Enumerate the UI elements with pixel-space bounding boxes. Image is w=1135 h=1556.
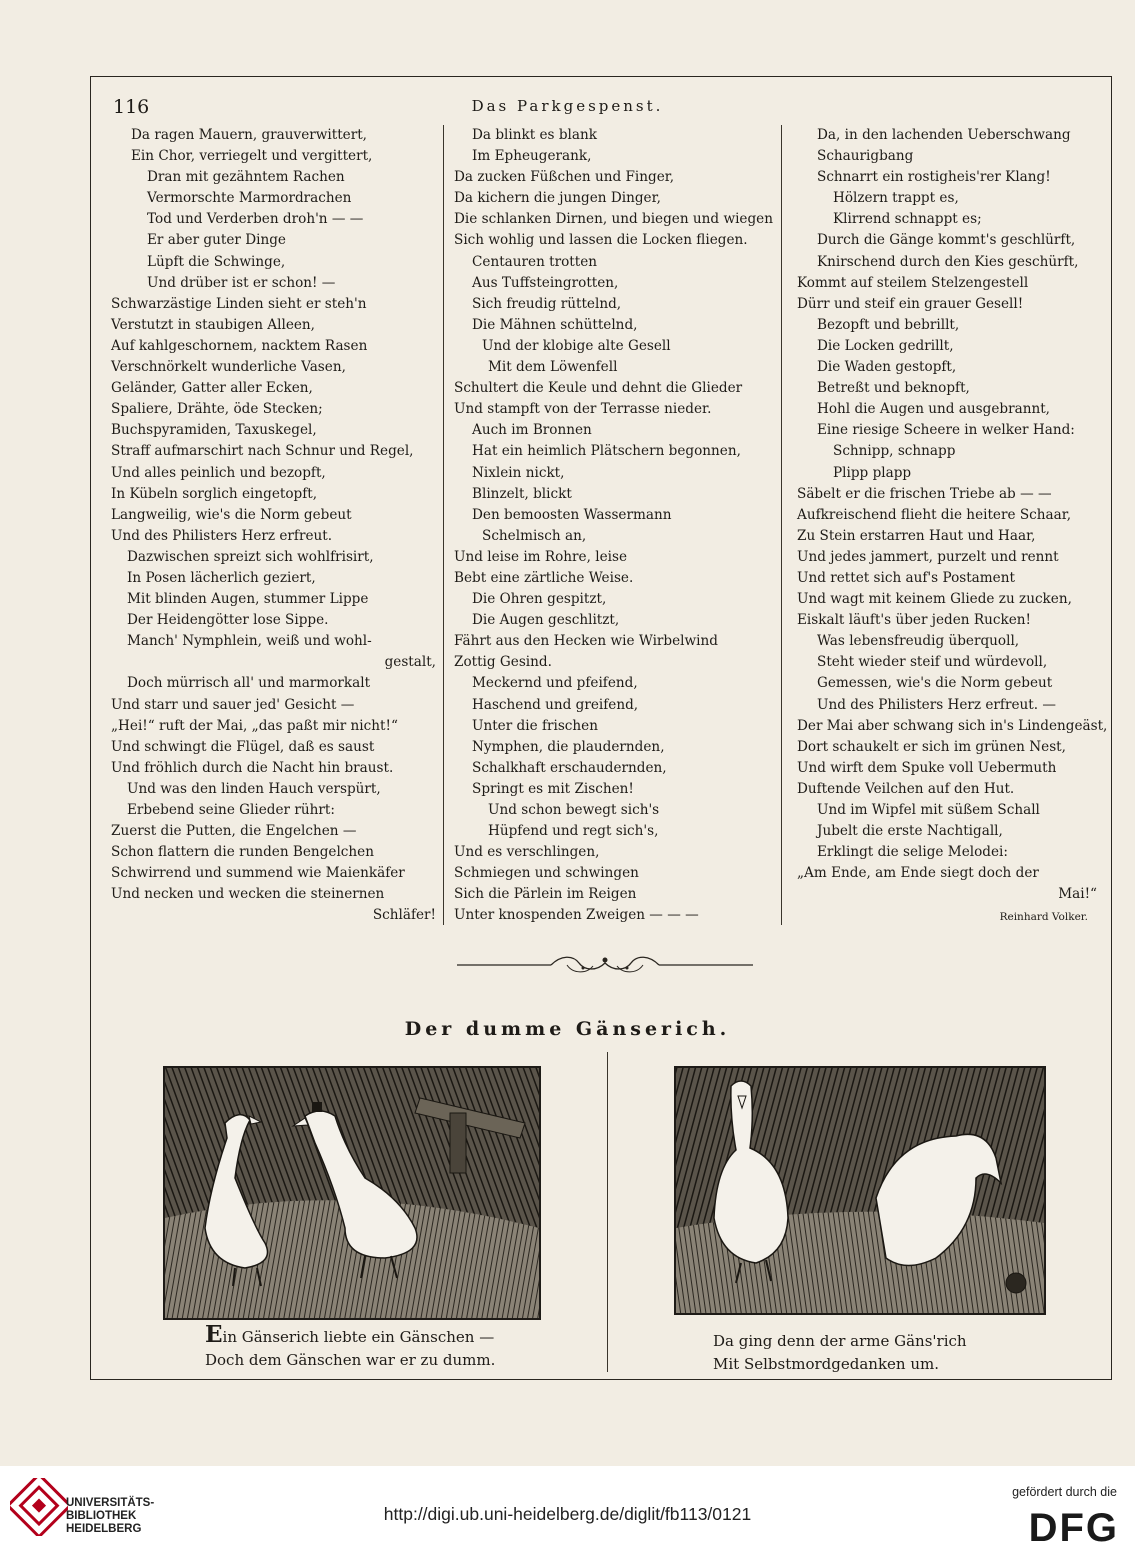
poem-line: Plipp plapp	[833, 464, 912, 481]
poem-line: Dazwischen spreizt sich wohlfrisirt,	[127, 548, 374, 565]
poem-signature: Reinhard Volker.	[999, 911, 1088, 923]
poem-line: Da ragen Mauern, grauverwittert,	[131, 127, 367, 143]
poem-line: Sich die Pärlein im Reigen	[454, 886, 637, 903]
poem-line: Durch die Gänge kommt's geschlürft,	[817, 232, 1076, 249]
poem-line: Unter die frischen	[472, 717, 598, 734]
poem-line: Schläfer!	[372, 907, 436, 924]
poem-line: Steht wieder steif und würdevoll,	[817, 654, 1048, 671]
poem-line: Und wirft dem Spuke voll Uebermuth	[797, 759, 1057, 776]
poem-line: Eiskalt läuft's über jeden Rucken!	[797, 612, 1031, 629]
poem-line: Da zucken Füßchen und Finger,	[454, 169, 675, 186]
poem-line: Schultert die Keule und dehnt die Glieder	[454, 380, 743, 397]
poem-line: Erbebend seine Glieder rührt:	[127, 802, 335, 818]
poem-line: Dran mit gezähntem Rachen	[147, 169, 345, 186]
poem-line: Er aber guter Dinge	[147, 232, 286, 249]
poem-line: Und rettet sich auf's Postament	[797, 569, 1015, 586]
poem-line: Zuerst die Putten, die Engelchen —	[111, 823, 357, 840]
poem-line: Und es verschlingen,	[454, 844, 600, 861]
poem-line: Schnarrt ein rostigheis'rer Klang!	[817, 169, 1051, 186]
poem-line: Und schon bewegt sich's	[488, 802, 660, 818]
poem-line: Da, in den lachenden Ueberschwang	[817, 127, 1071, 143]
poem-line: Vermorschte Marmordrachen	[147, 190, 352, 207]
poem-line: Da blinkt es blank	[472, 127, 597, 143]
caption-right	[713, 1330, 967, 1376]
poem-line: Mit blinden Augen, stummer Lippe	[127, 591, 369, 608]
poem-line: Die Augen geschlitzt,	[472, 612, 620, 629]
divider-ornament-icon	[455, 950, 755, 980]
caption-left-line2: Doch dem Gänschen war er zu dumm.	[205, 1351, 496, 1369]
column-rule	[443, 125, 444, 925]
poem-line: Schaurigbang	[817, 148, 914, 165]
poem-line: Manch' Nymphlein, weiß und wohl-	[127, 633, 372, 650]
poem-line: Die schlanken Dirnen, und biegen und wiegen	[454, 211, 773, 228]
poem-line: Geländer, Gatter aller Ecken,	[111, 380, 313, 397]
geese-illustration-left	[163, 1066, 541, 1320]
poem-line: Jubelt die erste Nachtigall,	[817, 823, 1003, 840]
poem-line: Schon flattern die runden Bengelchen	[111, 844, 374, 861]
poem-line: Auf kahlgeschornem, nacktem Rasen	[111, 337, 368, 354]
poem-line: Buchspyramiden, Taxuskegel,	[111, 422, 317, 439]
poem-line: Die Locken gedrillt,	[817, 337, 954, 354]
poem-line: Der Mai aber schwang sich in's Lindengeäst,	[797, 717, 1108, 734]
poem-line: Und drüber ist er schon! —	[147, 274, 336, 291]
library-name-line1: UNIVERSITÄTS-	[66, 1497, 155, 1509]
poem-line: Hölzern trappt es,	[833, 190, 959, 207]
poem-line: Langweilig, wie's die Norm gebeut	[111, 506, 352, 523]
poem-line: Und schwingt die Flügel, daß es saust	[111, 738, 375, 755]
poem-line: Blinzelt, blickt	[472, 485, 572, 502]
poem-line: Ein Chor, verriegelt und vergittert,	[131, 148, 373, 165]
poem-line: Tod und Verderben droh'n — —	[147, 211, 364, 228]
poem-line: Aufkreischend flieht die heitere Schaar,	[797, 506, 1072, 523]
geese-illustration-right	[674, 1066, 1046, 1315]
poem-line: Nymphen, die plaudernden,	[472, 738, 665, 755]
library-name-line3: HEIDELBERG	[66, 1523, 142, 1535]
poem-line: Und necken und wecken die steinernen	[111, 886, 385, 903]
poem-line: In Posen lächerlich geziert,	[127, 569, 316, 586]
poem-line: Lüpft die Schwinge,	[147, 253, 286, 270]
poem-line: Den bemoosten Wassermann	[472, 506, 672, 523]
poem-line: Fährt aus den Hecken wie Wirbelwind	[454, 633, 718, 650]
poem-line: Und des Philisters Herz erfreut. —	[817, 696, 1056, 713]
poem-line: Die Mähnen schüttelnd,	[472, 316, 638, 333]
picture-divider	[607, 1052, 608, 1372]
poem-line: Haschend und greifend,	[472, 696, 639, 713]
poem-line: Doch mürrisch all' und marmorkalt	[127, 675, 371, 692]
poem-line: Spaliere, Drähte, öde Stecken;	[111, 401, 323, 418]
caption-left	[205, 1323, 495, 1372]
poem-line: Und wagt mit keinem Gliede zu zucken,	[797, 591, 1072, 608]
poem-line: Bezopft und bebrillt,	[817, 316, 960, 333]
poem-line: Der Heidengötter lose Sippe.	[127, 612, 329, 629]
poem-line: Nixlein nickt,	[472, 464, 565, 481]
poem-line: Schelmisch an,	[482, 527, 587, 544]
poem-line: Hat ein heimlich Plätschern begonnen,	[472, 443, 741, 460]
poem-line: „Hei!“ ruft der Mai, „das paßt mir nicht!“	[111, 717, 398, 734]
poem-line: Dort schaukelt er sich im grünen Nest,	[797, 738, 1066, 755]
poem-line: Schwarzästige Linden sieht er steh'n	[111, 295, 367, 312]
poem-column-3	[797, 125, 1108, 905]
poem-line: Und was den linden Hauch verspürt,	[127, 780, 381, 797]
poem-line: Unter knospenden Zweigen — — —	[454, 907, 699, 924]
poem-line: gestalt,	[384, 654, 436, 671]
poem-line: Und der klobige alte Gesell	[482, 337, 671, 354]
caption-left-line1: in Gänserich liebte ein Gänschen —	[222, 1328, 495, 1346]
poem-line: Gemessen, wie's die Norm gebeut	[817, 675, 1053, 692]
poem-line: Und leise im Rohre, leise	[454, 548, 627, 565]
poem-line: Dürr und steif ein grauer Gesell!	[797, 295, 1024, 312]
caption-dropcap: E	[205, 1321, 223, 1348]
poem-line: Zottig Gesind.	[454, 654, 552, 671]
poem-line: Und im Wipfel mit süßem Schall	[817, 802, 1040, 818]
page-number: 116	[113, 96, 150, 118]
poem-line: Hohl die Augen und ausgebrannt,	[817, 401, 1050, 418]
poem-line: Und stampft von der Terrasse nieder.	[454, 401, 712, 418]
poem-line: Im Epheugerank,	[472, 148, 592, 165]
poem-line: Betreßt und beknopft,	[817, 380, 970, 397]
poem-line: Und fröhlich durch die Nacht hin braust.	[111, 759, 394, 776]
poem-line: Eine riesige Scheere in welker Hand:	[817, 422, 1075, 439]
poem-line: Verschnörkelt wunderliche Vasen,	[111, 359, 346, 376]
funding-note: gefördert durch die	[1012, 1485, 1117, 1499]
poem-line: Kommt auf steilem Stelzengestell	[797, 274, 1029, 291]
poem-line: „Am Ende, am Ende siegt doch der	[797, 865, 1039, 882]
poem-line: Und starr und sauer jed' Gesicht —	[111, 696, 355, 713]
poem-line: Mit dem Löwenfell	[488, 359, 618, 376]
poem-line: Die Waden gestopft,	[817, 359, 957, 376]
poem-line: Und alles peinlich und bezopft,	[111, 464, 326, 481]
caption-right-line1: Da ging denn der arme Gäns'rich	[713, 1332, 967, 1350]
poem-line: Und des Philisters Herz erfreut.	[111, 527, 333, 544]
poem-line: Duftende Veilchen auf den Hut.	[797, 780, 1015, 797]
poem-line: Meckernd und pfeifend,	[472, 675, 638, 692]
poem-column-2	[454, 125, 774, 927]
running-title: Das Parkgespenst.	[471, 97, 664, 115]
poem-line: Erklingt die selige Melodei:	[817, 844, 1008, 861]
poem-line: In Kübeln sorglich eingetopft,	[111, 485, 318, 502]
poem-line: Springt es mit Zischen!	[472, 780, 634, 797]
poem-line: Aus Tuffsteingrotten,	[472, 274, 619, 291]
poem-line: Da kichern die jungen Dinger,	[454, 190, 661, 207]
poem-line: Zu Stein erstarren Haut und Haar,	[797, 527, 1036, 544]
poem-line: Bebt eine zärtliche Weise.	[454, 569, 634, 586]
section-title: Der dumme Gänserich.	[404, 1018, 731, 1040]
poem-column-1	[111, 125, 436, 927]
poem-line: Knirschend durch den Kies geschürft,	[817, 253, 1079, 270]
poem-line: Schalkhaft erschaudernden,	[472, 759, 667, 776]
poem-line: Klirrend schnappt es;	[833, 211, 982, 228]
poem-line: Straff aufmarschirt nach Schnur und Regel,	[111, 443, 414, 460]
page-url-link[interactable]: http://digi.ub.uni-heidelberg.de/diglit/fb113/0121	[383, 1504, 752, 1524]
poem-line: Verstutzt in staubigen Alleen,	[111, 316, 315, 333]
poem-line: Hüpfend und regt sich's,	[488, 823, 659, 840]
poem-line: Sich wohlig und lassen die Locken fliegen.	[454, 232, 748, 249]
poem-line: Sich freudig rüttelnd,	[472, 295, 622, 312]
poem-line: Mai!“	[1058, 886, 1097, 903]
poem-line: Die Ohren gespitzt,	[472, 591, 607, 608]
library-name-line2: BIBLIOTHEK	[66, 1510, 137, 1522]
dfg-logo[interactable]: DFG	[1028, 1506, 1119, 1550]
caption-right-line2: Mit Selbstmordgedanken um.	[713, 1355, 939, 1373]
poem-line: Säbelt er die frischen Triebe ab — —	[797, 485, 1052, 502]
poem-line: Schwirrend und summend wie Maienkäfer	[111, 865, 405, 882]
column-rule	[781, 125, 782, 925]
poem-line: Was lebensfreudig überquoll,	[817, 633, 1020, 650]
poem-line: Und jedes jammert, purzelt und rennt	[797, 548, 1059, 565]
poem-line: Schmiegen und schwingen	[454, 865, 639, 882]
poem-line: Auch im Bronnen	[472, 422, 592, 439]
poem-line: Centauren trotten	[472, 253, 598, 270]
poem-line: Schnipp, schnapp	[833, 443, 956, 460]
